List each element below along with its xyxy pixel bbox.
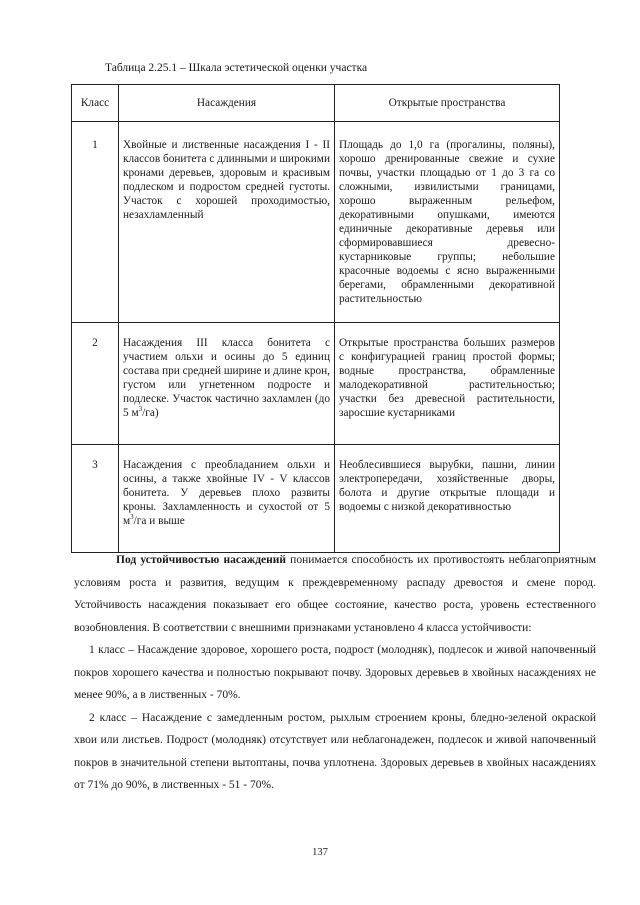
plantings-text-tail: /га): [142, 407, 159, 419]
table-row: [72, 445, 560, 553]
row-open-spaces: Площадь до 1,0 га (прогалины, поляны), хорошо дренированные свежие и сухие почвы, участки площадью от 1 до 3 га со сложными, извилистыми границами, хорошо выраженным рельефом, декоративными опушками, имеются единичные декоративные деревья или сформировавшиеся древесно-кустарниковые группы; небольшие красочные водоемы с ясно выраженными берегами, обрамленными декоративной растительностью: [335, 122, 560, 323]
bold-term: Под устойчивостью насаждений: [116, 554, 287, 566]
table-header-row: [72, 85, 560, 122]
row-plantings: [119, 323, 335, 445]
body-text: [74, 549, 596, 797]
row-plantings: Хвойные и лиственные насаждения I - II классов бонитета с длинными и широкими кронами деревьев, здоровым и красивым подлеском и подростом средней густоты. Участок с хорошей проходимостью, незахламленный: [119, 122, 335, 323]
table-row: [72, 323, 560, 445]
row-open-spaces: Необлесившиеся вырубки, пашни, линии электропередачи, хозяйственные дворы, болота и другие открытые площади и водоемы с низкой декоративностью: [335, 445, 560, 553]
superscript: 3: [138, 405, 143, 414]
superscript: 3: [130, 513, 134, 522]
paragraph-class-1: 1 класс – Насаждение здоровое, хорошего роста, подрост (молодняк), подлесок и живой напочвенный покров хорошего качества и полностью покрывают почву. Здоровых деревьев в хвойных насаждениях не менее 90%, а в лиственных - 70%.: [74, 644, 596, 701]
row-class: 1: [72, 122, 119, 323]
row-class: 3: [72, 445, 119, 553]
page-number: 137: [312, 847, 328, 858]
row-open-spaces: Открытые пространства больших размеров с конфигурацией границ простой формы; водные пространства, обрамленные малодекоративной растительностью; участки без древесной растительности, заросшие кустарниками: [335, 323, 560, 445]
plantings-text: Насаждения с преобладанием ольхи и осины, а также хвойные IV - V классов бонитета. У деревьев плохо развиты кроны. Захламленность и сухостой от 5 м: [123, 459, 330, 527]
table-row: [72, 122, 560, 323]
row-plantings: [119, 445, 335, 553]
plantings-text-tail: /га и выше: [133, 515, 185, 527]
paragraph-text: понимается способность их противостоять неблагоприятным условиям роста и развития, ведущим к преждевременному распаду древостоя и смене пород. Устойчивость насаждения показывает его общее состояние, качество роста, уровень естественного возобновления. В соответствии с внешними признаками установлено 4 класса устойчивости:: [74, 554, 596, 634]
paragraph-stability-definition: [74, 549, 596, 639]
header-plantings: Насаждения: [119, 85, 335, 122]
header-class: Класс: [72, 85, 119, 122]
header-open-spaces: Открытые пространства: [335, 85, 560, 122]
table-caption: Таблица 2.25.1 – Шкала эстетической оценки участка: [105, 62, 368, 74]
paragraph-class-2: 2 класс – Насаждение с замедленным ростом, рыхлым строением кроны, бледно-зеленой окраской хвои или листьев. Подрост (молодняк) отсутствует или неблагонадежен, подлесок и живой напочвенный покров в значительной степени вытоптаны, почва уплотнена. Здоровых деревьев в хвойных насаждениях от 71% до 90%, в лиственных - 51 - 70%.: [74, 711, 596, 791]
aesthetic-scale-table: [71, 84, 560, 553]
row-class: 2: [72, 323, 119, 445]
plantings-text: Насаждения III класса бонитета с участием ольхи и осины до 5 единиц состава при средней ширине и длине крон, густом или угнетенном подросте и подлеске. Участок частично захламлен (до 5 м: [123, 337, 331, 419]
